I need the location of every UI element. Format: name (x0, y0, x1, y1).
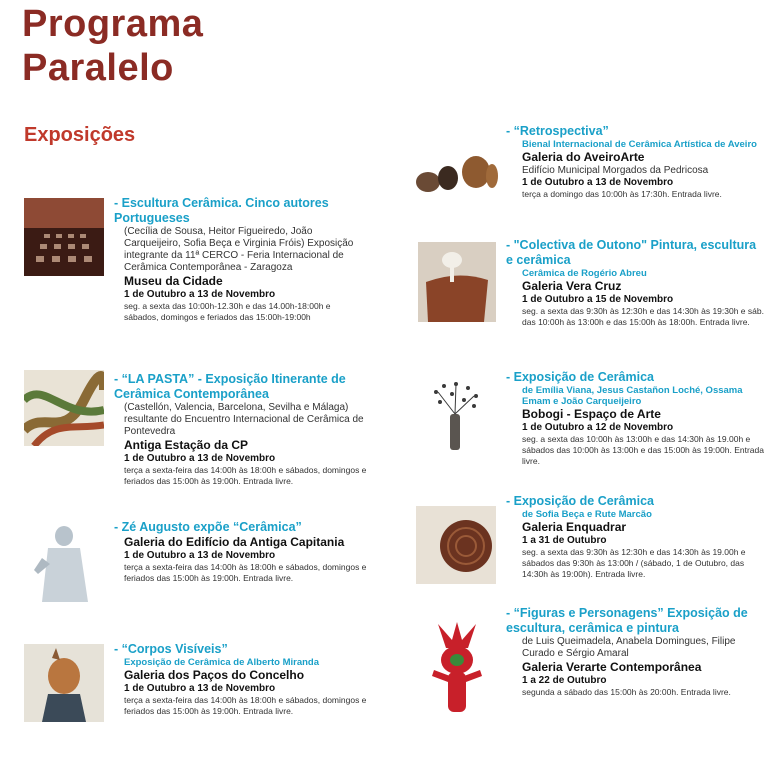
entry-hours: seg. a sexta das 9:30h às 12:30h e das 14:30h às 19:30h e sáb. das 10:00h às 13:00h e das 15:00h às 18:00h. Entrada livre. (522, 306, 764, 327)
exhibition-entry (506, 606, 764, 698)
entry-venue: Galeria dos Paços do Concelho (124, 668, 305, 682)
entry-venue: Galeria Vera Cruz (522, 279, 622, 293)
exhibition-entry (114, 520, 372, 584)
sculpture-room-photo (24, 198, 104, 276)
exhibition-entry (114, 642, 372, 717)
entry-subtitle: Cerâmica de Rogério Abreu (522, 268, 647, 279)
entry-description: de Luis Queimadela, Anabela Domingues, Filipe Curado e Sérgio Amaral (522, 636, 736, 659)
entry-dates: 1 a 31 de Outubro (522, 535, 607, 546)
ze-augusto-figure (30, 518, 100, 604)
entry-subtitle: Bienal Internacional de Cerâmica Artística de Aveiro (522, 139, 757, 150)
exhibition-entry (506, 238, 764, 328)
figuras-red-figure (424, 620, 490, 720)
entry-title: - Zé Augusto expõe “Cerâmica” (114, 520, 302, 534)
entry-title: - Exposição de Cerâmica (506, 494, 654, 508)
exhibition-entry (506, 370, 764, 467)
section-heading: Exposições (24, 124, 136, 146)
entry-title: - “Corpos Visíveis” (114, 642, 228, 656)
enquadrar-ceramic-photo (416, 506, 496, 584)
title-line-1: Programa (22, 3, 204, 45)
entry-dates: 1 de Outubro a 13 de Novembro (124, 453, 276, 464)
entry-title: - "Colectiva de Outono" Pintura, escultura e cerâmica (506, 238, 757, 267)
bobogi-vase-photo (416, 378, 496, 454)
entry-description: Edifício Municipal Morgados da Pedricosa (522, 165, 709, 176)
entry-dates: 1 de Outubro a 13 de Novembro (522, 177, 674, 188)
entry-hours: seg. a sexta das 10:00h-12.30h e das 14.00h-18:00h e sábados, domingos e feriados das 15:00h-19:00h (124, 301, 331, 322)
entry-hours: seg. a sexta das 9:30h às 12:30h e das 14:30h às 19.00h e sábados das 9:30h às 13:00h / (sábado, 1 de Outubro, das 14:30h às 19:00h). Entrada livre. (522, 547, 746, 579)
entry-title: - “LA PASTA” - Exposição Itinerante de Cerâmica Contemporânea (114, 372, 346, 401)
entry-dates: 1 de Outubro a 12 de Novembro (522, 422, 674, 433)
entry-description: (Castellón, Valencia, Barcelona, Sevilha e Málaga) resultante do Encuentro Internacional de Cerâmica de Pontevedra (124, 402, 364, 437)
entry-title: - Exposição de Cerâmica (506, 370, 654, 384)
retrospectiva-vessels-photo (414, 146, 498, 198)
entry-hours: terça a domingo das 10:00h às 17:30h. Entrada livre. (522, 189, 722, 199)
title-line-2: Paralelo (22, 47, 174, 89)
entry-hours: terça a sexta-feira das 14:00h às 18:00h e sábados, domingos e feriados das 15:00h às 19:00h. Entrada livre. (124, 695, 367, 716)
entry-dates: 1 a 22 de Outubro (522, 675, 607, 686)
entry-venue: Museu da Cidade (124, 274, 223, 288)
entry-description: (Cecília de Sousa, Heitor Figueiredo, João Carqueijeiro, Sofia Beça e Virginia Fróis) Exposição integrante da 11ª CERCO - Feria Internacional de Cerâmica Contemporânea - Zaragoza (124, 226, 354, 273)
entry-subtitle: de Sofia Beça e Rute Marcão (522, 509, 652, 520)
exhibition-entry (506, 124, 762, 200)
colectiva-outono-sculpture (418, 242, 496, 322)
entry-title: - Escultura Cerâmica. Cinco autores Portugueses (114, 196, 329, 225)
entry-venue: Antiga Estação da CP (124, 438, 249, 452)
entry-dates: 1 de Outubro a 13 de Novembro (124, 289, 276, 300)
entry-title: - “Figuras e Personagens” Exposição de escultura, cerâmica e pintura (506, 606, 748, 635)
entry-subtitle: Exposição de Cerâmica de Alberto Miranda (124, 657, 319, 668)
entry-venue: Bobogi - Espaço de Arte (522, 407, 661, 421)
page-title (22, 2, 203, 90)
entry-venue: Galeria Enquadrar (522, 520, 627, 534)
entry-venue: Galeria do AveiroArte (522, 150, 645, 164)
entry-hours: terça a sexta-feira das 14:00h às 18:00h e sábados, domingos e feriados das 15:00h às 19:00h. Entrada livre. (124, 562, 367, 583)
entry-hours: segunda a sábado das 15:00h às 20:00h. Entrada livre. (522, 687, 731, 697)
entry-venue: Galeria do Edifício da Antiga Capitania (124, 535, 345, 549)
entry-dates: 1 de Outubro a 13 de Novembro (124, 550, 276, 561)
exhibition-entry (114, 372, 372, 487)
entry-hours: seg. a sexta das 10:00h às 13:00h e das 14:30h às 19.00h e sábados das 10:00h às 13:00h e das 15:00h às 19:00h. Entrada livre. (522, 434, 764, 466)
entry-title: - “Retrospectiva” (506, 124, 609, 138)
entry-dates: 1 de Outubro a 15 de Novembro (522, 294, 674, 305)
corpos-visiveis-photo (24, 644, 104, 722)
entry-hours: terça a sexta-feira das 14:00h às 18:00h e sábados, domingos e feriados das 15:00h às 19:00h. Entrada livre. (124, 465, 367, 486)
entry-venue: Galeria Verarte Contemporânea (522, 660, 702, 674)
la-pasta-photo (24, 370, 104, 446)
exhibition-entry (506, 494, 766, 580)
entry-dates: 1 de Outubro a 13 de Novembro (124, 683, 276, 694)
entry-subtitle: de Emília Viana, Jesus Castañon Loché, Ossama Emam e João Carqueijeiro (522, 385, 743, 407)
exhibition-entry (114, 196, 364, 323)
